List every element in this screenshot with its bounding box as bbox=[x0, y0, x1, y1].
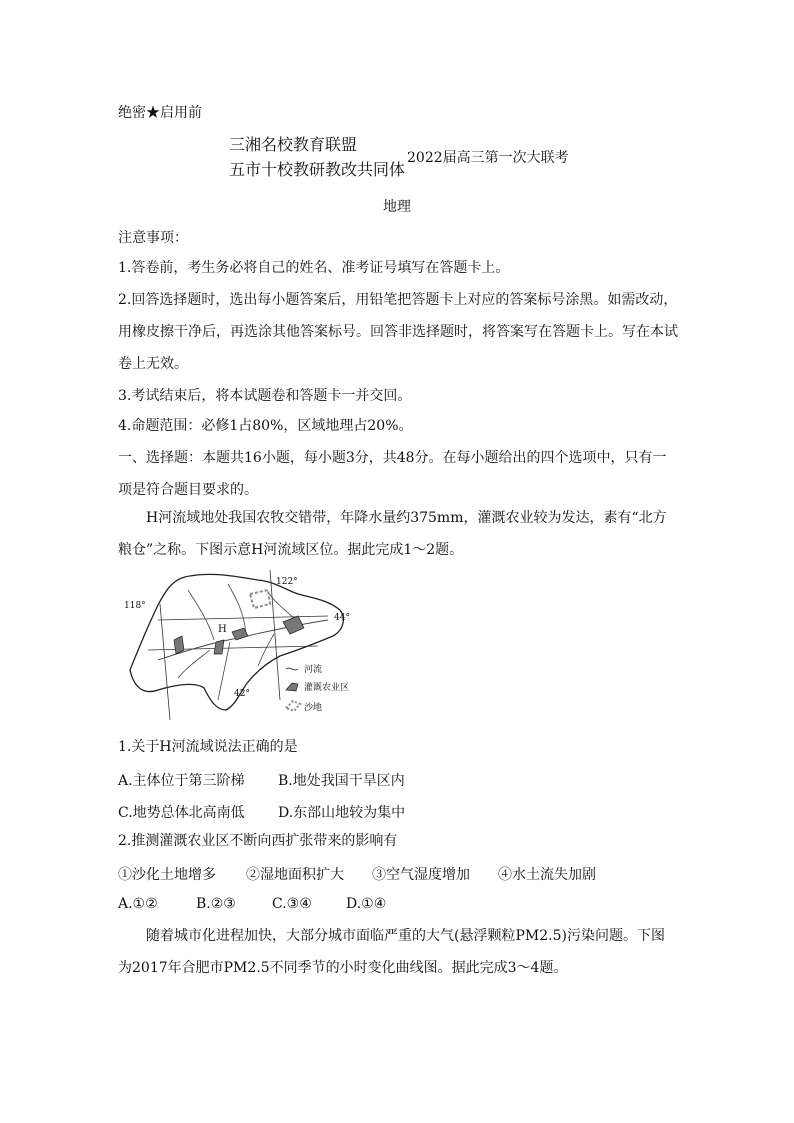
meridian-118 bbox=[160, 604, 170, 720]
river-branch-4 bbox=[178, 650, 210, 678]
notice-title: 注意事项： bbox=[118, 230, 188, 246]
q2-item-2: ②湿地面积扩大 bbox=[246, 867, 344, 883]
sand-area bbox=[250, 590, 270, 608]
legend-river-symbol bbox=[286, 668, 298, 670]
q2-item-3: ③空气湿度增加 bbox=[372, 867, 470, 883]
exam-title: 2022届高三第一次大联考 bbox=[407, 150, 569, 166]
legend-sand-symbol bbox=[286, 701, 300, 711]
lat-42-label: 42° bbox=[234, 689, 250, 699]
q1-option-d: D.东部山地较为集中 bbox=[278, 805, 406, 821]
irrigation-area-1 bbox=[283, 616, 304, 634]
subject-title: 地理 bbox=[383, 199, 411, 215]
q2-option-a: A.①② bbox=[118, 896, 158, 912]
q2-item-4: ④水土流失加剧 bbox=[498, 867, 596, 883]
notice-item-1: 1.答卷前，考生务必将自己的姓名、准考证号填写在答题卡上。 bbox=[118, 260, 510, 276]
notice-item-4: 4.命题范围：必修1占80%，区域地理占20%。 bbox=[118, 418, 413, 434]
legend-sand-label: 沙地 bbox=[304, 703, 323, 713]
q2-option-c: C.③④ bbox=[272, 896, 312, 912]
legend-irrigation-label: 灌溉农业区 bbox=[304, 683, 350, 693]
q1-stem: 1.关于H河流域说法正确的是 bbox=[118, 739, 298, 755]
river-branch-1 bbox=[188, 590, 214, 640]
irrigation-area-4 bbox=[214, 640, 224, 654]
passage-2: 随着城市化进程加快，大部分城市面临严重的大气(悬浮颗粒PM2.5)污染问题。下图为2017年合肥市PM2.5不同季节的小时变化曲线图。据此完成3～4题。 bbox=[118, 928, 665, 976]
q2-option-d: D.①④ bbox=[346, 896, 387, 912]
lon-118-label: 118° bbox=[124, 601, 146, 611]
meridian-122 bbox=[270, 570, 280, 700]
parallel-42 bbox=[148, 646, 318, 650]
q2-option-b: B.②③ bbox=[196, 896, 236, 912]
irrigation-area-3 bbox=[174, 636, 184, 654]
union-name-2: 五市十校教研教改共同体 bbox=[229, 160, 406, 179]
passage-1: H河流域地处我国农牧交错带，年降水量约375mm，灌溉农业较为发达，素有“北方粮仓”之称。下图示意H河流域区位。据此完成1～2题。 bbox=[118, 510, 667, 558]
notice-item-3: 3.考试结束后，将本试题卷和答题卡一并交回。 bbox=[118, 388, 412, 404]
river-branch-2 bbox=[228, 584, 246, 634]
map-figure bbox=[118, 570, 368, 720]
river-h-label: H bbox=[218, 624, 227, 635]
notice-item-2: 2.回答选择题时，选出每小题答案后，用铅笔把答题卡上对应的答案标号涂黑。如需改动，用橡皮擦干净后，再选涂其他答案标号。回答非选择题时，将答案写在答题卡上。写在本试卷上无效。 bbox=[118, 292, 678, 372]
section-instruction: 一、选择题：本题共16小题，每小题3分，共48分。在每小题给出的四个选项中，只有一项是符合题目要求的。 bbox=[118, 450, 667, 498]
q2-stem: 2.推测灌溉农业区不断向西扩张带来的影响有 bbox=[118, 833, 398, 849]
q1-option-a: A.主体位于第三阶梯 bbox=[118, 773, 245, 789]
lon-122-label: 122° bbox=[276, 577, 298, 587]
union-name-1: 三湘名校教育联盟 bbox=[229, 135, 358, 154]
q1-option-b: B.地处我国干旱区内 bbox=[278, 773, 405, 789]
legend-river-label: 河流 bbox=[304, 665, 323, 675]
q1-option-c: C.地势总体北高南低 bbox=[118, 805, 245, 821]
secret-label: 绝密★启用前 bbox=[118, 105, 202, 121]
legend-irrigation-symbol bbox=[286, 683, 298, 691]
q2-item-1: ①沙化土地增多 bbox=[118, 867, 216, 883]
lat-44-label: 44° bbox=[334, 613, 350, 623]
h-river-basin-map bbox=[118, 570, 368, 720]
